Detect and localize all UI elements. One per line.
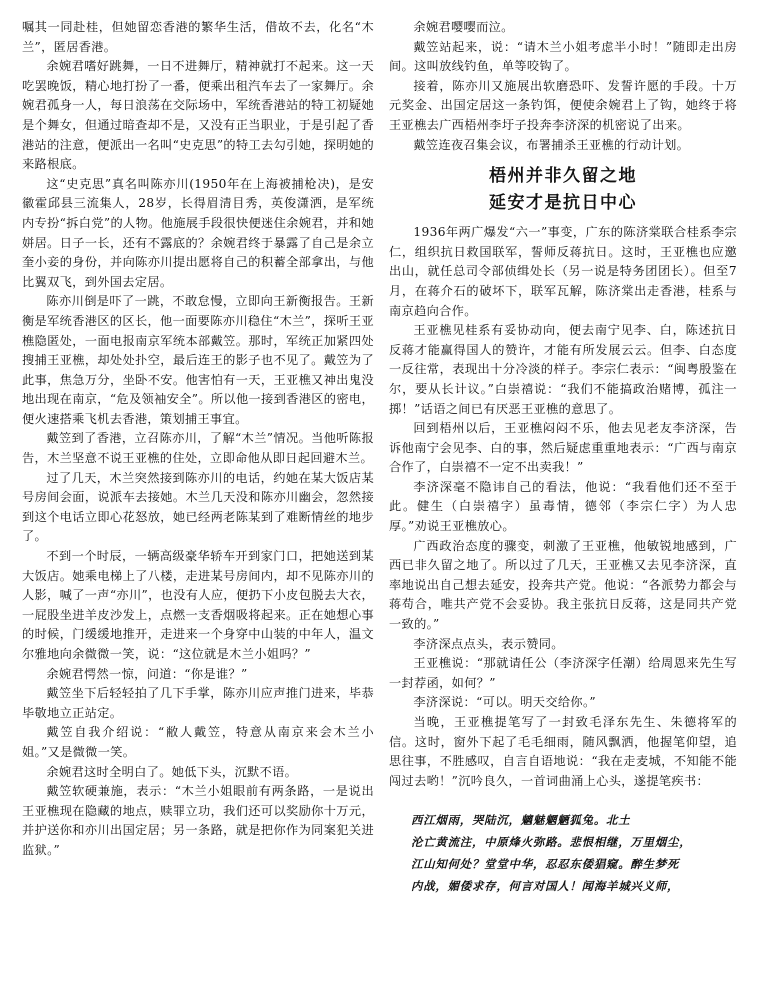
section-heading xyxy=(389,163,737,217)
body-paragraph: 1936年两广爆发“六一”事变，广东的陈济棠联合桂系李宗仁，组织抗日救国联军，誓师反蒋抗日。这时，王亚樵也应邀出山，就任总司令部侦缉处长（另一说是特务团团长）。但至7月，在蒋介石的破坏下，联军瓦解，陈济棠出走香港，桂系与南京趋向合作。 xyxy=(389,225,737,318)
left-text-column xyxy=(22,18,374,990)
section-heading-line-2: 延安才是抗日中心 xyxy=(489,193,637,214)
body-paragraph: 李济深说：“可以。明天交给你。” xyxy=(413,695,596,710)
body-paragraph: 不到一个时辰，一辆高级豪华轿车开到家门口，把她送到某大饭店。她乘电梯上了八楼，走进某号房间内，却不见陈亦川的人影，喊了一声“亦川”，也没有人应，便扔下小皮包脱去大衣，一屁股坐进羊皮沙发上，点燃一支香烟吸将起来。正在她想心事的时候，门缓缓地推开，走进来一个身穿中山装的中年人，温文尔雅地向余微微一笑，说：“这位就是木兰小姐吗？” xyxy=(22,549,374,661)
body-paragraph: 李济深点点头，表示赞同。 xyxy=(413,636,564,651)
body-paragraph: 回到梧州以后，王亚樵闷闷不乐，他去见老友李济深，告诉他南宁会见李、白的事，然后疑虑重重地表示：“广西与南京合作了，白崇禧不一定不出卖我！” xyxy=(389,421,737,475)
body-paragraph: 余婉君嗜好跳舞，一日不进舞厅，精神就打不起来。这一天吃罢晚饭，精心地打扮了一番，便乘出租汽车去了一家舞厅。余婉君孤身一人，每日浪荡在交际场中，军统香港站的特工初疑她是个舞女，但通过暗查却不是，又没有正当职业，于是引起了香港站的注意，便派出一名叫“史克思”的特工去勾引她，探明她的来路根底。 xyxy=(22,59,374,172)
body-paragraph: 这“史克思”真名叫陈亦川(1950年在上海被捕枪决)，是安徽霍邱县三流集人，28岁，长得眉清目秀，英俊潇洒，是军统内专扮“拆白党”的人物。他施展手段很快便迷住余婉君，并和她姘居。日子一长，还有不露底的？余婉君终于暴露了自己是余立奎小妾的身份，并向陈亦川提出愿将自己的积蓄全部拿出，与他比翼双飞，到外国去定居。 xyxy=(22,176,374,289)
body-paragraph: 余婉君嘤嘤而泣。 xyxy=(413,20,514,34)
body-paragraph: 接着，陈亦川又施展出软磨恐吓、发誓许愿的手段。十万元奖金、出国定居这一条钓饵，便使余婉君上了钩，她终于将王亚樵去广西梧州李圩子投奔李济深的机密说了出来。 xyxy=(389,78,737,132)
body-paragraph: 余婉君愕然一惊，问道：“你是谁？” xyxy=(46,666,248,681)
poem-line: 西江烟雨，哭陆沉，魑魅魍魉狐兔。北土 xyxy=(411,813,631,828)
body-paragraph: 李济深毫不隐讳自己的看法，他说：“我看他们还不至于此。健生（白崇禧字）虽毒情，德邻（李宗仁字）为人忠厚。”劝说王亚樵放心。 xyxy=(389,479,737,534)
section-heading-line-1: 梧州并非久留之地 xyxy=(489,166,637,187)
body-paragraph: 陈亦川倒是吓了一跳，不敢怠慢，立即向王新衡报告。王新衡是军统香港区的区长，他一面要陈亦川稳住“木兰”，探听王亚樵隐匿处，一面电报南京军统本部戴笠。那时，军统正加紧四处搜捕王亚樵，却处处扑空，最后连王的影子也不见了。戴笠为了此事，焦急万分，坐卧不安。他害怕有一天，王亚樵又神出鬼没地出现在南京，“危及领袖安全”。所以他一接到香港区的密电，便火速搭乘飞机去香港，策划捕王事宜。 xyxy=(22,294,374,426)
body-paragraph: 戴笠自我介绍说：“敝人戴笠，特意从南京来会木兰小姐。”又是微微一笑。 xyxy=(22,725,374,759)
body-paragraph: 王亚樵见桂系有妥协动向，便去南宁见李、白，陈述抗日反蒋才能赢得国人的赞许，才能有所发展云云。但李、白态度一反往常，表现出十分冷淡的样子。李宗仁表示：“闽粤殷鉴在尔，要从长计议。”白崇禧说：“我们不能搞政治赌博，孤注一掷！”话语之间已有厌恶王亚樵的意思了。 xyxy=(389,323,737,416)
poem-block xyxy=(411,809,737,897)
body-paragraph: 戴笠站起来，说：“请木兰小姐考虑半小时！”随即走出房间。这叫放线钓鱼，单等咬钩了。 xyxy=(389,39,737,74)
body-paragraph: 戴笠坐下后轻轻拍了几下手掌，陈亦川应声推门进来，毕恭毕敬地立正站定。 xyxy=(22,686,374,720)
body-paragraph: 戴笠连夜召集会议，布署捕杀王亚樵的行动计划。 xyxy=(413,137,690,152)
poem-line: 内战，媚倭求存，何言对国人！闻海羊城兴义师， xyxy=(411,879,680,894)
poem-line: 江山知何处？堂堂中华，忍忍东倭猖窥。醉生梦死 xyxy=(411,857,680,872)
body-paragraph: 过了几天，木兰突然接到陈亦川的电话，约她在某大饭店某号房间会面，说派车去接她。木兰几天没和陈亦川幽会，忽然接到这个电话立即心花怒放，她已经两老陈某到了难断情丝的地步了。 xyxy=(22,470,374,544)
body-paragraph: 余婉君这时全明白了。她低下头，沉默不语。 xyxy=(46,764,298,779)
body-paragraph: 嘱其一同赴桂，但她留恋香港的繁华生活，借故不去，化名“木兰”，匿居香港。 xyxy=(22,20,374,54)
body-paragraph: 戴笠到了香港，立召陈亦川，了解“木兰”情况。当他听陈报告，木兰坚意不说王亚樵的住处，立即命他从即日起回避木兰。 xyxy=(22,431,374,466)
body-paragraph: 王亚樵说：“那就请任公（李济深字任潮）给周恩来先生写一封荐函，如何？” xyxy=(389,656,737,690)
poem-line: 沦亡黄流注，中原烽火弥路。悲恨相继，万里烟尘， xyxy=(411,835,692,850)
body-paragraph: 广西政治态度的骤变，刺激了王亚樵，他敏锐地感到，广西已非久留之地了。所以过了几天，王亚樵又去见李济深，直率地说出自己想去延安，投奔共产党。他说：“各派势力都会与蒋苟合，唯共产党不会妥协。我主张抗日反蒋，这是同共产党一致的。” xyxy=(389,538,737,632)
body-paragraph: 当晚，王亚樵提笔写了一封致毛泽东先生、朱德将军的信。这时，窗外下起了毛毛细雨，随风飘洒，他握笔仰望，追思往事，不胜感叹，自言自语地说：“我在走麦城，不知能不能闯过去哟！”沉吟良久，一首词曲涌上心头，遂提笔疾书： xyxy=(389,715,737,788)
right-text-column xyxy=(389,18,737,990)
body-paragraph: 戴笠软硬兼施，表示：“木兰小姐眼前有两条路，一是说出王亚樵现在隐藏的地点，赎罪立功，我们还可以奖励你十万元，并护送你和亦川出国定居；另一条路，就是把你作为同案犯关进监狱。” xyxy=(22,784,374,857)
